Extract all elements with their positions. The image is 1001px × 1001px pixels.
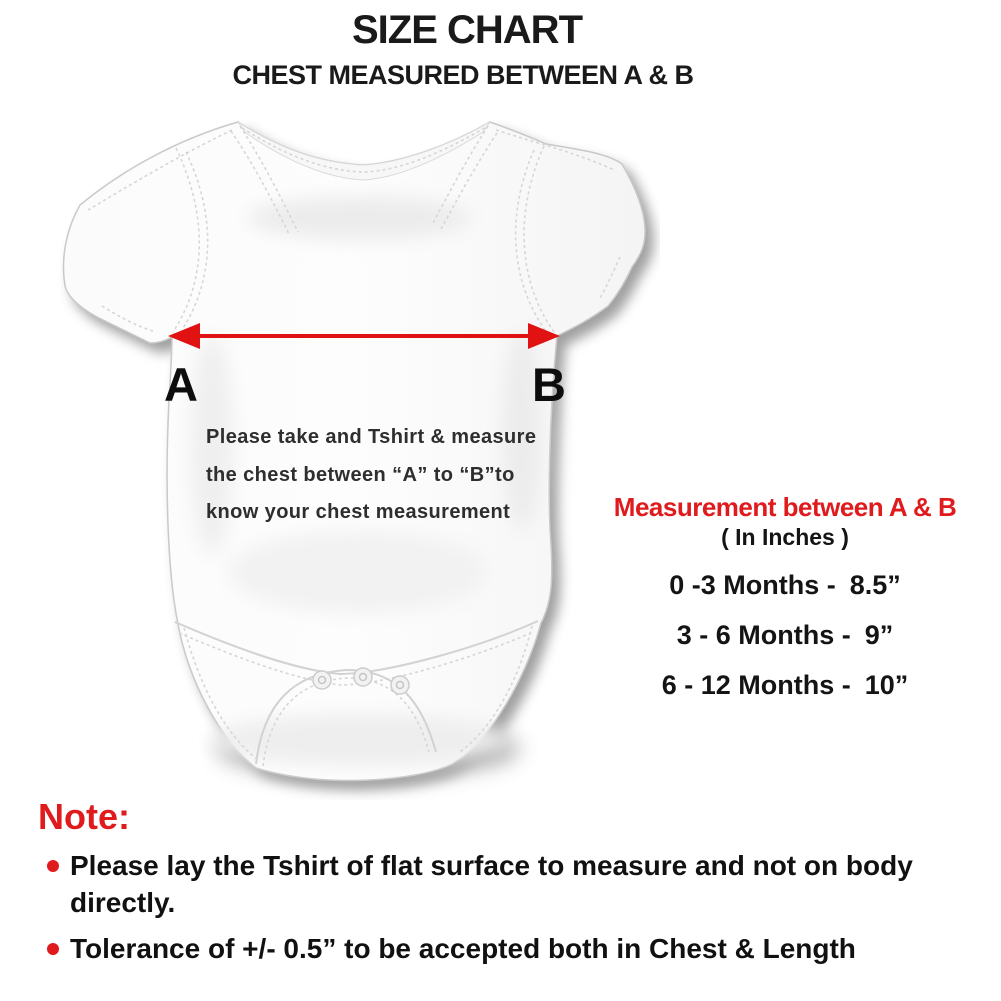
size-row-3-6-months: [575, 620, 995, 651]
measurement-unit-note: ( In Inches ): [721, 524, 849, 550]
size-row-value: 8.5”: [849, 570, 901, 600]
size-row-label: 0 -3 Months -: [669, 570, 836, 600]
bullet-icon: [47, 860, 59, 872]
point-a-label: A: [164, 358, 198, 411]
size-row-6-12-months: [575, 670, 995, 701]
page-subtitle: CHEST MEASURED BETWEEN A & B: [232, 60, 694, 90]
note-item-text: Please lay the Tshirt of flat surface to measure and not on body directly.: [70, 850, 913, 918]
measurement-panel: [575, 492, 995, 701]
page-title: SIZE CHART: [352, 8, 582, 52]
note-item-text: Tolerance of +/- 0.5” to be accepted both in Chest & Length: [70, 933, 856, 964]
size-row-0-3-months: [575, 570, 995, 601]
note-item: [38, 930, 950, 967]
instruction-line-1: Please take and Tshirt & measure: [206, 426, 537, 448]
measurement-heading: Measurement between A & B: [613, 492, 957, 522]
baby-bodysuit-figure: [60, 100, 660, 800]
size-row-label: 6 - 12 Months -: [661, 670, 851, 700]
instruction-line-2: the chest between “A” to “B”to: [206, 464, 515, 486]
size-row-value: 10”: [864, 670, 909, 700]
note-heading: Note:: [38, 796, 130, 837]
bullet-icon: [47, 943, 59, 955]
note-item: [38, 847, 950, 921]
size-row-label: 3 - 6 Months -: [676, 620, 851, 650]
point-b-label: B: [532, 358, 566, 411]
note-section: [38, 796, 978, 967]
instruction-line-3: know your chest measurement: [206, 501, 511, 523]
size-row-value: 9”: [864, 620, 894, 650]
bodysuit-graphic: [63, 122, 645, 780]
